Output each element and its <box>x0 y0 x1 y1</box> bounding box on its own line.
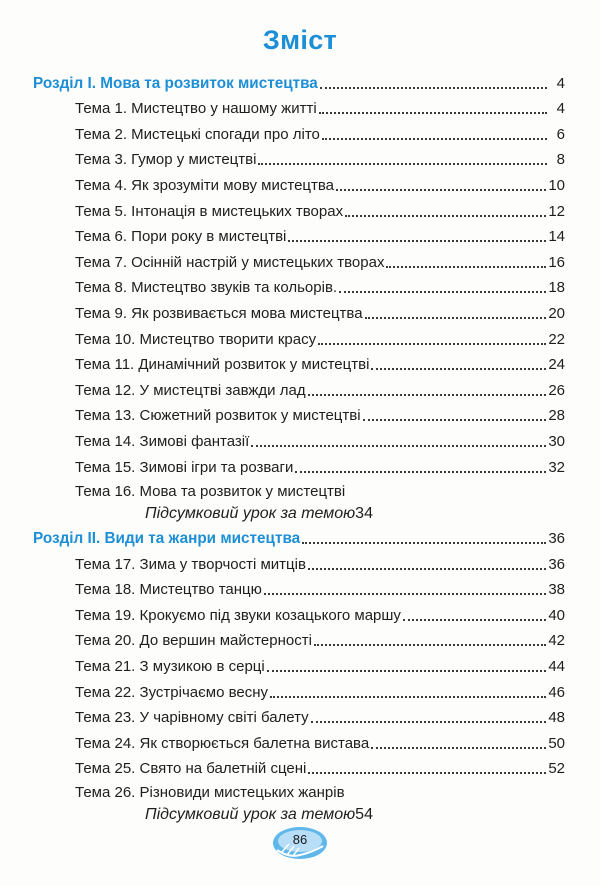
dot-leader <box>371 367 546 370</box>
dot-leader <box>264 592 546 595</box>
toc-entry[interactable] <box>0 548 600 574</box>
toc-entry-page: 16 <box>548 253 565 271</box>
toc-entry[interactable] <box>0 297 600 323</box>
dot-leader <box>319 111 547 114</box>
table-of-contents <box>0 67 600 824</box>
toc-entry-label: Тема 8. Мистецтво звуків та кольорів. <box>75 279 338 297</box>
summary-lesson-label: Підсумковий урок за темою <box>145 504 356 522</box>
dot-leader <box>288 239 546 242</box>
toc-entry-page: 46 <box>548 683 565 701</box>
toc-entry-label: Тема 19. Крокуємо під звуки козацького маршу <box>75 606 401 624</box>
toc-entry-label: Тема 3. Гумор у мистецтві <box>75 151 257 169</box>
toc-entry-label: Тема 20. До вершин майстерності <box>75 632 312 650</box>
dot-leader <box>365 316 547 319</box>
section-heading-page: 36 <box>548 530 565 548</box>
toc-entry-page: 44 <box>548 658 565 676</box>
toc-entry-label: Тема 1. Мистецтво у нашому житті <box>75 100 317 118</box>
toc-entry-page: 48 <box>548 709 565 727</box>
toc-entry-label: Тема 15. Зимові ігри та розваги <box>75 458 294 476</box>
toc-entry-page: 26 <box>548 381 565 399</box>
toc-entry[interactable] <box>0 574 600 600</box>
dot-leader <box>363 418 547 421</box>
toc-entry-final-page: 54 <box>355 806 373 824</box>
dot-leader <box>403 618 546 621</box>
toc-entry-label: Тема 23. У чарівному світі балету <box>75 709 309 727</box>
toc-entry-label: Тема 24. Як створюється балетна вистава <box>75 734 370 752</box>
toc-entry-label: Тема 13. Сюжетний розвиток у мистецтві <box>75 407 361 425</box>
dot-leader <box>345 214 546 217</box>
toc-entry-page: 18 <box>548 279 565 297</box>
toc-entry-page: 8 <box>556 151 565 169</box>
toc-entry-page: 32 <box>548 458 565 476</box>
toc-entry[interactable] <box>0 144 600 170</box>
toc-entry-label: Тема 21. З музикою в серці <box>75 658 265 676</box>
section-heading[interactable] <box>0 67 600 93</box>
dot-leader <box>371 746 546 749</box>
dot-leader <box>314 643 546 646</box>
dot-leader <box>270 695 546 698</box>
toc-entry-page: 20 <box>548 304 565 322</box>
toc-entry-page: 40 <box>548 606 565 624</box>
toc-entry-page: 52 <box>548 760 565 778</box>
toc-entry-label: Тема 14. Зимові фантазії <box>75 432 250 450</box>
section-heading-page: 4 <box>556 74 565 92</box>
toc-entry[interactable] <box>0 727 600 753</box>
toc-entry-page: 10 <box>548 176 565 194</box>
dot-leader <box>336 188 546 191</box>
toc-entry-label: Тема 11. Динамічний розвиток у мистецтві <box>75 356 370 374</box>
section-heading-label: Розділ ІІ. Види та жанри мистецтва <box>33 530 301 548</box>
dot-leader <box>386 265 546 268</box>
toc-entry[interactable] <box>0 625 600 651</box>
toc-entry-label: Тема 6. Пори року в мистецтві <box>75 228 287 246</box>
toc-entry-label: Тема 2. Мистецькі спогади про літо <box>75 125 320 143</box>
dot-leader <box>267 669 547 672</box>
toc-entry[interactable] <box>0 221 600 247</box>
toc-entry[interactable] <box>0 650 600 676</box>
dot-leader <box>322 137 547 140</box>
dot-leader <box>308 567 546 570</box>
toc-entry-final-page: 34 <box>355 504 373 522</box>
dot-leader <box>318 342 546 345</box>
dot-leader <box>320 86 547 89</box>
toc-entry[interactable] <box>0 349 600 375</box>
toc-entry[interactable] <box>0 676 600 702</box>
toc-entry-label: Тема 26. Різновиди мистецьких жанрів <box>75 784 345 802</box>
toc-entry[interactable] <box>0 374 600 400</box>
toc-entry-page: 50 <box>548 734 565 752</box>
toc-entry[interactable] <box>0 118 600 144</box>
toc-entry[interactable] <box>0 272 600 298</box>
toc-entry-page: 12 <box>548 202 565 220</box>
toc-entry-label: Тема 5. Інтонація в мистецьких творах <box>75 202 344 220</box>
dot-leader <box>308 393 547 396</box>
toc-entry[interactable] <box>0 246 600 272</box>
toc-entry-page: 38 <box>548 581 565 599</box>
toc-entry[interactable] <box>0 753 600 779</box>
toc-entry[interactable] <box>0 195 600 221</box>
toc-entry-label: Тема 4. Як зрозуміти мову мистецтва <box>75 176 335 194</box>
toc-entry-page: 4 <box>556 100 565 118</box>
summary-lesson-label: Підсумковий урок за темою <box>145 806 356 824</box>
dot-leader <box>295 470 546 473</box>
toc-entry[interactable] <box>0 323 600 349</box>
toc-entry-label: Тема 16. Мова та розвиток у мистецтві <box>75 482 346 500</box>
page-title: Зміст <box>262 25 338 55</box>
dot-leader <box>311 720 547 723</box>
toc-entry-label: Тема 9. Як розвивається мова мистецтва <box>75 304 363 322</box>
toc-entry-label: Тема 18. Мистецтво танцю <box>75 581 262 599</box>
toc-entry[interactable] <box>0 599 600 625</box>
toc-entry-page: 22 <box>548 330 565 348</box>
toc-entry-label: Тема 25. Свято на балетній сцені <box>75 760 307 778</box>
dot-leader <box>339 290 546 293</box>
toc-entry[interactable] <box>0 93 600 119</box>
toc-entry[interactable] <box>0 702 600 728</box>
toc-entry[interactable] <box>0 451 600 477</box>
dot-leader <box>302 541 546 544</box>
section-heading[interactable] <box>0 523 600 549</box>
toc-entry[interactable] <box>0 169 600 195</box>
toc-entry[interactable] <box>0 400 600 426</box>
dot-leader <box>258 162 547 165</box>
toc-entry-page: 36 <box>548 555 565 573</box>
toc-entry-label: Тема 7. Осінній настрій у мистецьких творах <box>75 253 385 271</box>
page-number: 86 <box>292 832 308 847</box>
toc-entry-final[interactable] <box>0 778 600 824</box>
toc-entry-label: Тема 10. Мистецтво творити красу <box>75 330 317 348</box>
toc-entry-page: 24 <box>548 356 565 374</box>
toc-entry-final[interactable] <box>0 477 600 523</box>
toc-entry[interactable] <box>0 425 600 451</box>
toc-entry-summary <box>75 501 565 523</box>
section-heading-label: Розділ І. Мова та розвиток мистецтва <box>33 74 318 92</box>
toc-entry-label: Тема 12. У мистецтві завжди лад <box>75 381 306 399</box>
toc-entry-page: 28 <box>548 407 565 425</box>
dot-leader <box>251 444 546 447</box>
toc-entry-page: 14 <box>548 228 565 246</box>
toc-entry-page: 6 <box>556 125 565 143</box>
dot-leader <box>308 771 546 774</box>
toc-entry-label: Тема 22. Зустрічаємо весну <box>75 683 269 701</box>
toc-entry-page: 30 <box>548 432 565 450</box>
toc-entry-label: Тема 17. Зима у творчості митців <box>75 555 306 573</box>
toc-entry-page: 42 <box>548 632 565 650</box>
